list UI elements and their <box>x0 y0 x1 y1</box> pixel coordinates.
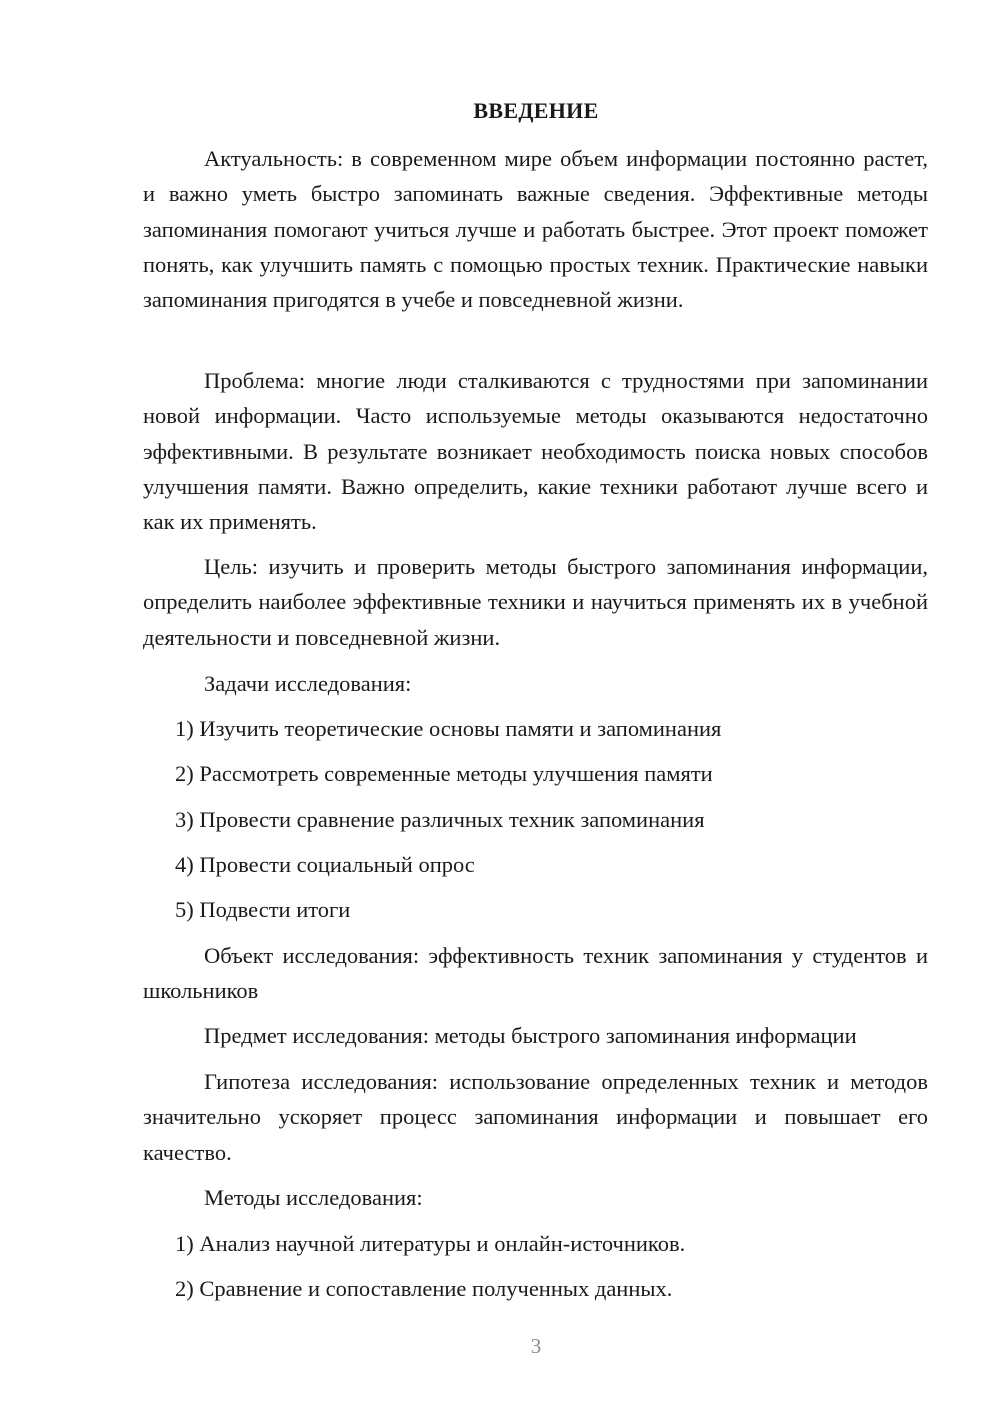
task-item: 3) Провести сравнение различных техник запоминания <box>175 807 705 832</box>
object-paragraph: Объект исследования: эффективность техник запоминания у студентов и школьников <box>143 943 928 1004</box>
relevance-paragraph: Актуальность: в современном мире объем информации постоянно растет, и важно уметь быстро запоминать важные сведения. Эффективные методы запоминания помогают учиться лучше и работать быстрее. Этот проект поможет понять, как улучшить память с помощью простых техник. Практические навыки запоминания пригодятся в учебе и повседневной жизни. <box>143 146 928 313</box>
hypothesis-paragraph: Гипотеза исследования: использование определенных техник и методов значительно ускоряет процесс запоминания информации и повышает его качество. <box>143 1069 928 1165</box>
problem-paragraph: Проблема: многие люди сталкиваются с трудностями при запоминании новой информации. Часто используемые методы оказываются недостаточно эффективными. В результате возникает необходимость поиска новых способов улучшения памяти. Важно определить, какие техники работают лучше всего и как их применять. <box>143 368 928 535</box>
task-item: 4) Провести социальный опрос <box>175 852 475 877</box>
task-item: 1) Изучить теоретические основы памяти и запоминания <box>175 716 722 741</box>
subject-paragraph: Предмет исследования: методы быстрого запоминания информации <box>204 1023 857 1048</box>
method-item: 1) Анализ научной литературы и онлайн-источников. <box>175 1231 686 1256</box>
task-item: 5) Подвести итоги <box>175 897 351 922</box>
goal-paragraph: Цель: изучить и проверить методы быстрого запоминания информации, определить наиболее эффективные техники и научиться применять их в учебной деятельности и повседневной жизни. <box>143 554 928 650</box>
tasks-heading: Задачи исследования: <box>204 671 412 696</box>
methods-heading: Методы исследования: <box>204 1185 423 1210</box>
task-item: 2) Рассмотреть современные методы улучшения памяти <box>175 761 713 786</box>
method-item: 2) Сравнение и сопоставление полученных данных. <box>175 1276 673 1301</box>
section-title: ВВЕДЕНИЕ <box>473 98 599 123</box>
page-number: 3 <box>530 1334 542 1358</box>
